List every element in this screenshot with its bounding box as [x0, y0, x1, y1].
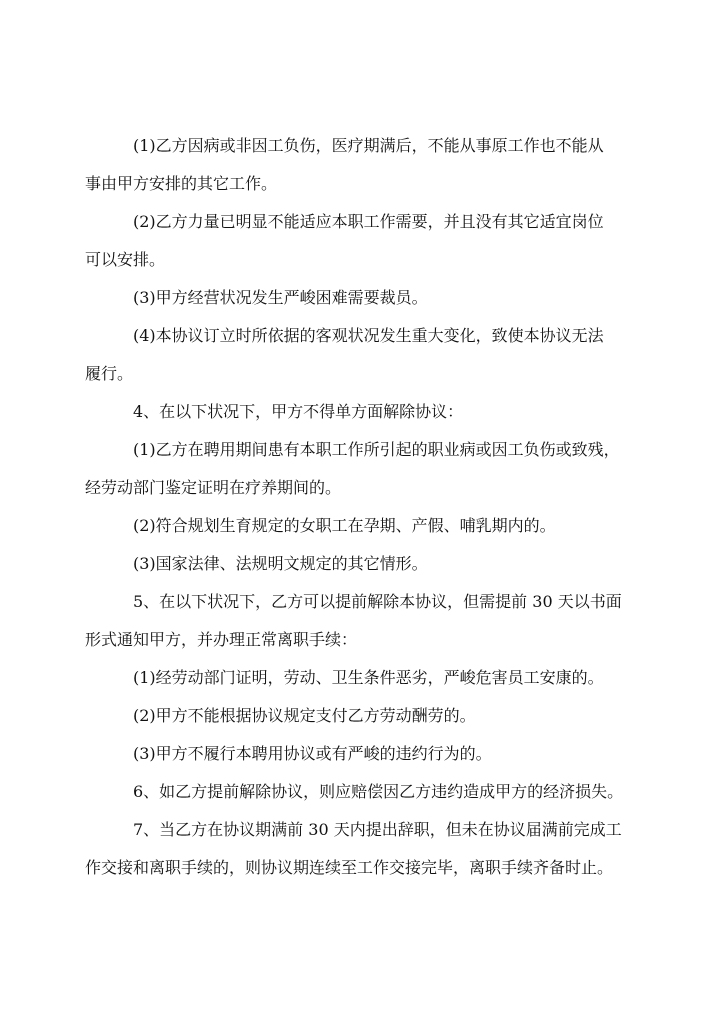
text-line: 事由甲方安排的其它工作。 [85, 174, 278, 193]
text-line: (2)甲方不能根据协议规定支付乙方劳动酬劳的。 [133, 706, 476, 725]
text-line: 7、当乙方在协议期满前 30 天内提出辞职，但未在协议届满前完成工 [133, 820, 622, 839]
text-line: (3)甲方经营状况发生严峻困难需要裁员。 [133, 288, 428, 307]
text-line: 形式通知甲方，并办理正常离职手续： [85, 630, 358, 649]
text-line: (3)甲方不履行本聘用协议或有严峻的违约行为的。 [133, 744, 492, 763]
text-line: (1)乙方在聘用期间患有本职工作所引起的职业病或因工负伤或致残， [133, 440, 620, 459]
text-line: 履行。 [85, 364, 134, 383]
text-line: (4)本协议订立时所依据的客观状况发生重大变化，致使本协议无法 [133, 326, 604, 345]
text-line: 4、在以下状况下，甲方不得单方面解除协议： [133, 402, 464, 421]
text-line: 可以安排。 [85, 250, 166, 269]
text-line: 作交接和离职手续的，则协议期连续至工作交接完毕，离职手续齐备时止。 [85, 858, 614, 877]
text-line: (1)经劳动部门证明，劳动、卫生条件恶劣，严峻危害员工安康的。 [133, 668, 604, 687]
text-line: 5、在以下状况下，乙方可以提前解除本协议，但需提前 30 天以书面 [133, 592, 622, 611]
text-line: (1)乙方因病或非因工负伤，医疗期满后，不能从事原工作也不能从 [133, 136, 604, 155]
text-line: (2)乙方力量已明显不能适应本职工作需要，并且没有其它适宜岗位 [133, 212, 604, 231]
text-line: (2)符合规划生育规定的女职工在孕期、产假、哺乳期内的。 [133, 516, 556, 535]
text-line: 经劳动部门鉴定证明在疗养期间的。 [85, 478, 342, 497]
text-line: 6、如乙方提前解除协议，则应赔偿因乙方违约造成甲方的经济损失。 [133, 782, 624, 801]
text-line: (3)国家法律、法规明文规定的其它情形。 [133, 554, 428, 573]
